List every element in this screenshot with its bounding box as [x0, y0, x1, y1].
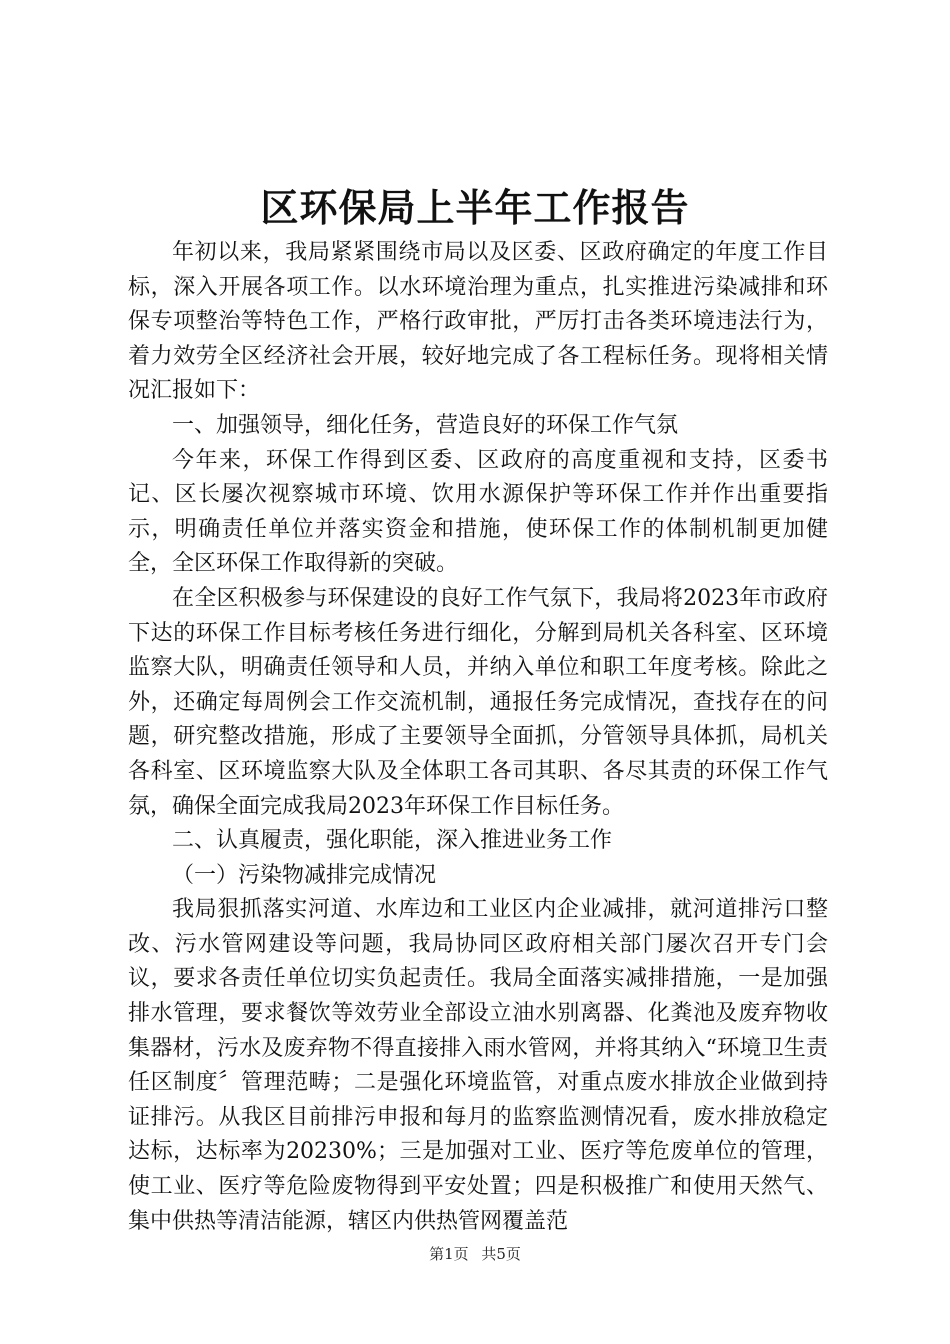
body-paragraph: 今年来，环保工作得到区委、区政府的高度重视和支持，区委书记、区长屡次视察城市环境、饮用水源保护等环保工作并作出重要指示，明确责任单位并落实资金和措施，使环保工作的体制机制更加健全，全区环保工作取得新的突破。 [128, 447, 828, 577]
subsection-heading-1: （一）污染物减排完成情况 [172, 862, 437, 888]
page-footer [0, 1244, 950, 1264]
intro-paragraph: 年初以来，我局紧紧围绕市局以及区委、区政府确定的年度工作目标，深入开展各项工作。以水环境治理为重点，扎实推进污染减排和环保专项整治等特色工作，严格行政审批，严厉打击各类环境违法行为，着力效劳全区经济社会开展，较好地完成了各工程标任务。现将相关情况汇报如下： [128, 240, 828, 404]
body-paragraph: 在全区积极参与环保建设的良好工作气氛下，我局将2023年市政府下达的环保工作目标考核任务进行细化，分解到局机关各科室、区环境监察大队，明确责任领导和人员，并纳入单位和职工年度考核。除此之外，还确定每周例会工作交流机制，通报任务完成情况，查找存在的问题，研究整改措施，形成了主要领导全面抓，分管领导具体抓，局机关各科室、区环境监察大队及全体职工各司其职、各尽其责的环保工作气氛，确保全面完成我局2023年环保工作目标任务。 [128, 585, 828, 819]
body-paragraph: 我局狠抓落实河道、水库边和工业区内企业减排，就河道排污口整改、污水管网建设等问题，我局协同区政府相关部门屡次召开专门会议，要求各责任单位切实负起责任。我局全面落实减排措施，一是加强排水管理，要求餐饮等效劳业全部设立油水别离器、化粪池及废弃物收集器材，污水及废弃物不得直接排入雨水管网，并将其纳入“环境卫生责任区制度〞管理范畴；二是强化环境监管，对重点废水排放企业做到持证排污。从我区目前排污申报和每月的监察监测情况看，废水排放稳定达标，达标率为20230%；三是加强对工业、医疗等危废单位的管理，使工业、医疗等危险废物得到平安处置；四是积极推广和使用天然气、集中供热等清洁能源，辖区内供热管网覆盖范 [128, 897, 828, 1234]
page-total: 共5页 [481, 1245, 521, 1263]
document-body [128, 236, 828, 1239]
section-heading-2: 二、认真履责，强化职能，深入推进业务工作 [172, 828, 613, 854]
section-heading-1: 一、加强领导，细化任务，营造良好的环保工作气氛 [172, 412, 679, 438]
page-number: 第1页 [429, 1245, 469, 1263]
document-title: 区环保局上半年工作报告 [260, 185, 690, 230]
